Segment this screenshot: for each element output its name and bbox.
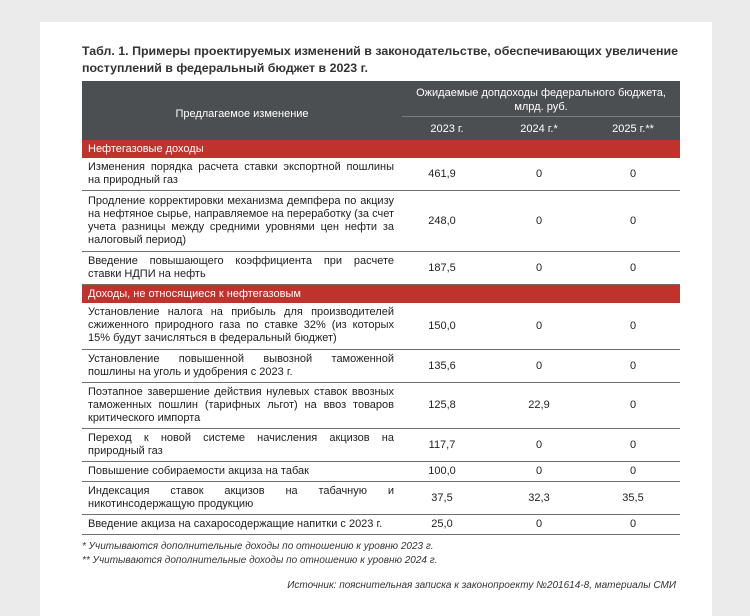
change-cell: Установление налога на прибыль для производителей сжиженного природного газа по ставке 32% (из которых 15% будут зачисляться в федеральный бюджет)	[82, 303, 402, 349]
change-cell: Индексация ставок акцизов на табачную и никотинсодержащую продукцию	[82, 481, 402, 514]
change-cell: Поэтапное завершение действия нулевых ставок ввозных таможенных пошлин (тарифных льгот) на ввоз товаров критического импорта	[82, 382, 402, 428]
value-2025-cell: 0	[586, 252, 680, 285]
value-2025-cell: 0	[586, 514, 680, 534]
section-row	[82, 140, 680, 158]
change-cell: Переход к новой системе начисления акцизов на природный газ	[82, 428, 402, 461]
value-2024-cell: 32,3	[492, 481, 586, 514]
source-note: Источник: пояснительная записка к законопроекту №201614-8, материалы СМИ	[287, 580, 676, 591]
section-row	[82, 285, 680, 304]
value-2025-cell: 0	[586, 461, 680, 481]
value-2023-cell: 461,9	[402, 158, 492, 191]
value-2025-cell: 0	[586, 428, 680, 461]
value-2025-cell: 0	[586, 158, 680, 191]
value-2024-cell: 22,9	[492, 382, 586, 428]
change-cell: Введение повышающего коэффициента при расчете ставки НДПИ на нефть	[82, 252, 402, 285]
value-2023-cell: 37,5	[402, 481, 492, 514]
table-row	[82, 158, 680, 191]
value-2024-cell: 0	[492, 303, 586, 349]
table-row	[82, 461, 680, 481]
change-cell: Повышение собираемости акциза на табак	[82, 461, 402, 481]
value-2023-cell: 125,8	[402, 382, 492, 428]
header-expected-revenue: Ожидаемые допдоходы федерального бюджета, млрд. руб.	[402, 81, 680, 117]
value-2023-cell: 135,6	[402, 349, 492, 382]
value-2024-cell: 0	[492, 158, 586, 191]
table-row	[82, 252, 680, 285]
table-title: Табл. 1. Примеры проектируемых изменений в законодательстве, обеспечивающих увеличение поступлений в федеральный бюджет в 2023 г.	[82, 44, 678, 75]
footnote-2025: ** Учитываются дополнительные доходы по отношению к уровню 2024 г.	[82, 555, 438, 566]
value-2023-cell: 187,5	[402, 252, 492, 285]
change-cell: Изменения порядка расчета ставки экспортной пошлины на природный газ	[82, 158, 402, 191]
value-2024-cell: 0	[492, 461, 586, 481]
table-row	[82, 481, 680, 514]
table-row	[82, 514, 680, 534]
value-2025-cell: 0	[586, 382, 680, 428]
value-2024-cell: 0	[492, 191, 586, 252]
footnotes	[82, 540, 437, 568]
header-year-2025: 2025 г.**	[586, 117, 680, 141]
document-page	[40, 22, 712, 616]
header-year-2023: 2023 г.	[402, 117, 492, 141]
value-2023-cell: 25,0	[402, 514, 492, 534]
change-cell: Введение акциза на сахаросодержащие напитки с 2023 г.	[82, 514, 402, 534]
table-row	[82, 303, 680, 349]
table-row	[82, 382, 680, 428]
section-title-non-oil-gas: Доходы, не относящиеся к нефтегазовым	[82, 285, 680, 304]
value-2024-cell: 0	[492, 252, 586, 285]
value-2025-cell: 0	[586, 349, 680, 382]
change-cell: Установление повышенной вывозной таможенной пошлины на уголь и удобрения с 2023 г.	[82, 349, 402, 382]
value-2025-cell: 0	[586, 191, 680, 252]
value-2025-cell: 35,5	[586, 481, 680, 514]
section-title-oil-gas: Нефтегазовые доходы	[82, 140, 680, 158]
table-row	[82, 349, 680, 382]
footnote-2024: * Учитываются дополнительные доходы по отношению к уровню 2023 г.	[82, 541, 434, 552]
value-2024-cell: 0	[492, 514, 586, 534]
header-year-2024: 2024 г.*	[492, 117, 586, 141]
value-2023-cell: 248,0	[402, 191, 492, 252]
header-change: Предлагаемое изменение	[82, 81, 402, 140]
table-row	[82, 428, 680, 461]
value-2023-cell: 150,0	[402, 303, 492, 349]
value-2023-cell: 100,0	[402, 461, 492, 481]
table-row	[82, 191, 680, 252]
value-2024-cell: 0	[492, 349, 586, 382]
value-2023-cell: 117,7	[402, 428, 492, 461]
budget-changes-table	[82, 81, 680, 535]
change-cell: Продление корректировки механизма демпфера по акцизу на нефтяное сырье, направляемое на переработку (за счет учета разницы между средними уровнями цен нефти за налоговый период)	[82, 191, 402, 252]
value-2025-cell: 0	[586, 303, 680, 349]
value-2024-cell: 0	[492, 428, 586, 461]
